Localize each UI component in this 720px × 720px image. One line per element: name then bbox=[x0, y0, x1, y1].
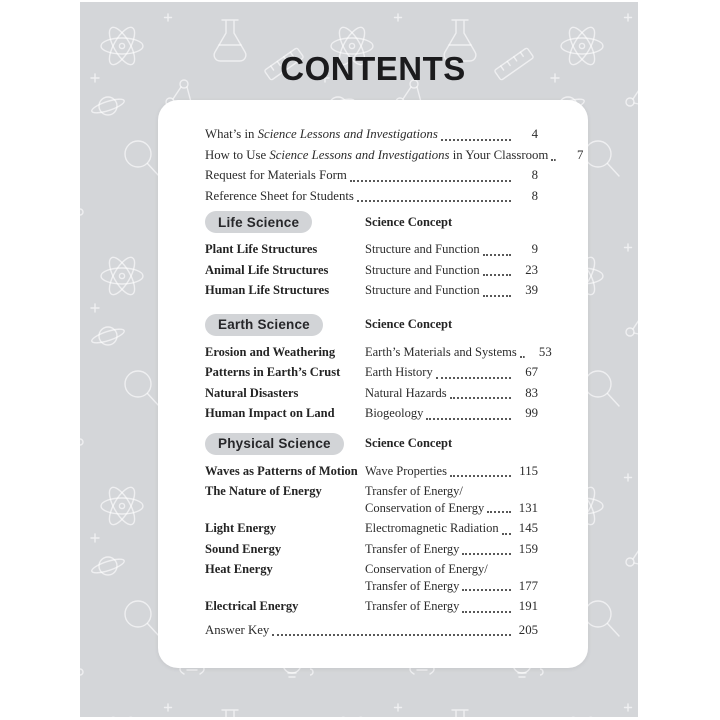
dotted-leader bbox=[450, 464, 511, 477]
section-header bbox=[205, 211, 538, 233]
toc-lesson-row bbox=[205, 481, 538, 518]
page-number: 53 bbox=[538, 344, 552, 359]
page-number: 83 bbox=[525, 385, 538, 400]
page-number: 191 bbox=[518, 599, 538, 613]
section-header bbox=[205, 433, 538, 455]
entry-text: How to Use Science Lessons and Investigations in Your Classroom bbox=[205, 147, 549, 162]
dotted-leader bbox=[551, 148, 556, 161]
dotted-leader bbox=[462, 578, 511, 591]
answer-key-row bbox=[205, 620, 538, 641]
dotted-leader bbox=[487, 500, 511, 513]
concept-text: Earth’s Materials and Systems bbox=[365, 344, 517, 359]
front-matter-row bbox=[205, 124, 538, 145]
lesson-title: Patterns in Earth’s Crust bbox=[205, 365, 341, 379]
toc-lesson-row bbox=[205, 518, 538, 539]
dotted-leader bbox=[357, 189, 511, 202]
dotted-leader bbox=[272, 623, 511, 636]
dotted-leader bbox=[462, 600, 511, 613]
dotted-leader bbox=[483, 263, 511, 276]
section-header bbox=[205, 314, 538, 336]
page-number: 8 bbox=[531, 168, 538, 182]
page-number: 7 bbox=[576, 147, 584, 162]
page-number: 4 bbox=[531, 127, 538, 141]
page-number: 131 bbox=[518, 500, 538, 515]
dotted-leader bbox=[450, 386, 511, 399]
dotted-leader bbox=[462, 542, 511, 555]
dotted-leader bbox=[441, 128, 511, 141]
dotted-leader bbox=[483, 284, 511, 297]
dotted-leader bbox=[520, 345, 525, 358]
dotted-leader bbox=[426, 407, 511, 420]
toc-lesson-row bbox=[205, 239, 538, 260]
page-title: CONTENTS bbox=[280, 50, 466, 87]
section-life-science bbox=[205, 211, 538, 301]
dotted-leader bbox=[483, 243, 511, 256]
dotted-leader bbox=[502, 522, 511, 535]
concept-text: Structure and Function bbox=[365, 242, 480, 256]
lesson-title: Natural Disasters bbox=[205, 385, 299, 400]
entry-text: What’s in Science Lessons and Investigations bbox=[205, 127, 438, 141]
concept-text: Electromagnetic Radiation bbox=[365, 521, 499, 535]
dotted-leader bbox=[436, 366, 511, 379]
page-number: 8 bbox=[531, 188, 538, 203]
page-number: 39 bbox=[525, 283, 538, 297]
toc-lesson-row bbox=[205, 559, 538, 596]
entry-text: Request for Materials Form bbox=[205, 168, 347, 182]
concept-text: Transfer of Energy/ bbox=[365, 484, 463, 498]
toc-lesson-row bbox=[205, 539, 538, 560]
page-number: 67 bbox=[525, 365, 538, 379]
lesson-title: Human Impact on Land bbox=[205, 406, 335, 420]
toc-lesson-row bbox=[205, 596, 538, 617]
section-pill: Earth Science bbox=[205, 314, 323, 336]
lesson-title: Human Life Structures bbox=[205, 283, 330, 297]
toc-lesson-row bbox=[205, 403, 538, 424]
dotted-leader bbox=[350, 169, 511, 182]
contents-card bbox=[158, 100, 588, 668]
concept-text: Transfer of Energy bbox=[365, 541, 460, 556]
lesson-title: The Nature of Energy bbox=[205, 484, 322, 498]
toc-lesson-row bbox=[205, 260, 538, 281]
lesson-title: Plant Life Structures bbox=[205, 242, 318, 256]
concept-text: Conservation of Energy/ bbox=[365, 562, 488, 576]
section-pill: Physical Science bbox=[205, 433, 344, 455]
concept-text: Wave Properties bbox=[365, 463, 447, 478]
concept-column-header: Science Concept bbox=[365, 436, 453, 450]
concept-text: Transfer of Energy bbox=[365, 599, 460, 613]
front-matter-row bbox=[205, 186, 538, 207]
lesson-title: Waves as Patterns of Motion bbox=[205, 463, 358, 478]
page-number: 99 bbox=[525, 406, 538, 420]
concept-column-header: Science Concept bbox=[365, 214, 453, 229]
concept-text: Earth History bbox=[365, 365, 433, 379]
entry-text: Reference Sheet for Students bbox=[205, 188, 354, 203]
lesson-title: Sound Energy bbox=[205, 541, 282, 556]
concept-text: Natural Hazards bbox=[365, 385, 447, 400]
page-number: 205 bbox=[518, 622, 538, 637]
page-number: 159 bbox=[518, 541, 538, 556]
lesson-title: Electrical Energy bbox=[205, 599, 299, 613]
front-matter-row bbox=[205, 145, 584, 166]
entry-text: Answer Key bbox=[205, 622, 270, 637]
concept-text: Biogeology bbox=[365, 406, 424, 420]
front-matter-list bbox=[205, 124, 584, 206]
section-physical-science bbox=[205, 433, 538, 617]
lesson-title: Animal Life Structures bbox=[205, 262, 329, 277]
front-matter-row bbox=[205, 165, 538, 186]
concept-text: Structure and Function bbox=[365, 262, 480, 277]
lesson-title: Erosion and Weathering bbox=[205, 344, 336, 359]
toc-lesson-row bbox=[205, 280, 538, 301]
concept-column-header: Science Concept bbox=[365, 317, 453, 331]
page-number: 177 bbox=[518, 578, 538, 593]
lesson-title: Heat Energy bbox=[205, 562, 273, 576]
lesson-title: Light Energy bbox=[205, 521, 277, 535]
concept-text: Structure and Function bbox=[365, 283, 480, 297]
concept-text: Conservation of Energy bbox=[365, 500, 485, 515]
toc-lesson-row bbox=[205, 383, 538, 404]
section-earth-science bbox=[205, 314, 552, 424]
toc-lesson-row bbox=[205, 461, 538, 482]
page-number: 23 bbox=[525, 262, 538, 277]
toc-lesson-row bbox=[205, 342, 552, 363]
section-pill: Life Science bbox=[205, 211, 312, 233]
concept-text: Transfer of Energy bbox=[365, 578, 460, 593]
page-number: 145 bbox=[518, 521, 538, 535]
page-number: 115 bbox=[519, 463, 538, 478]
page-number: 9 bbox=[531, 242, 538, 256]
toc-lesson-row bbox=[205, 362, 538, 383]
